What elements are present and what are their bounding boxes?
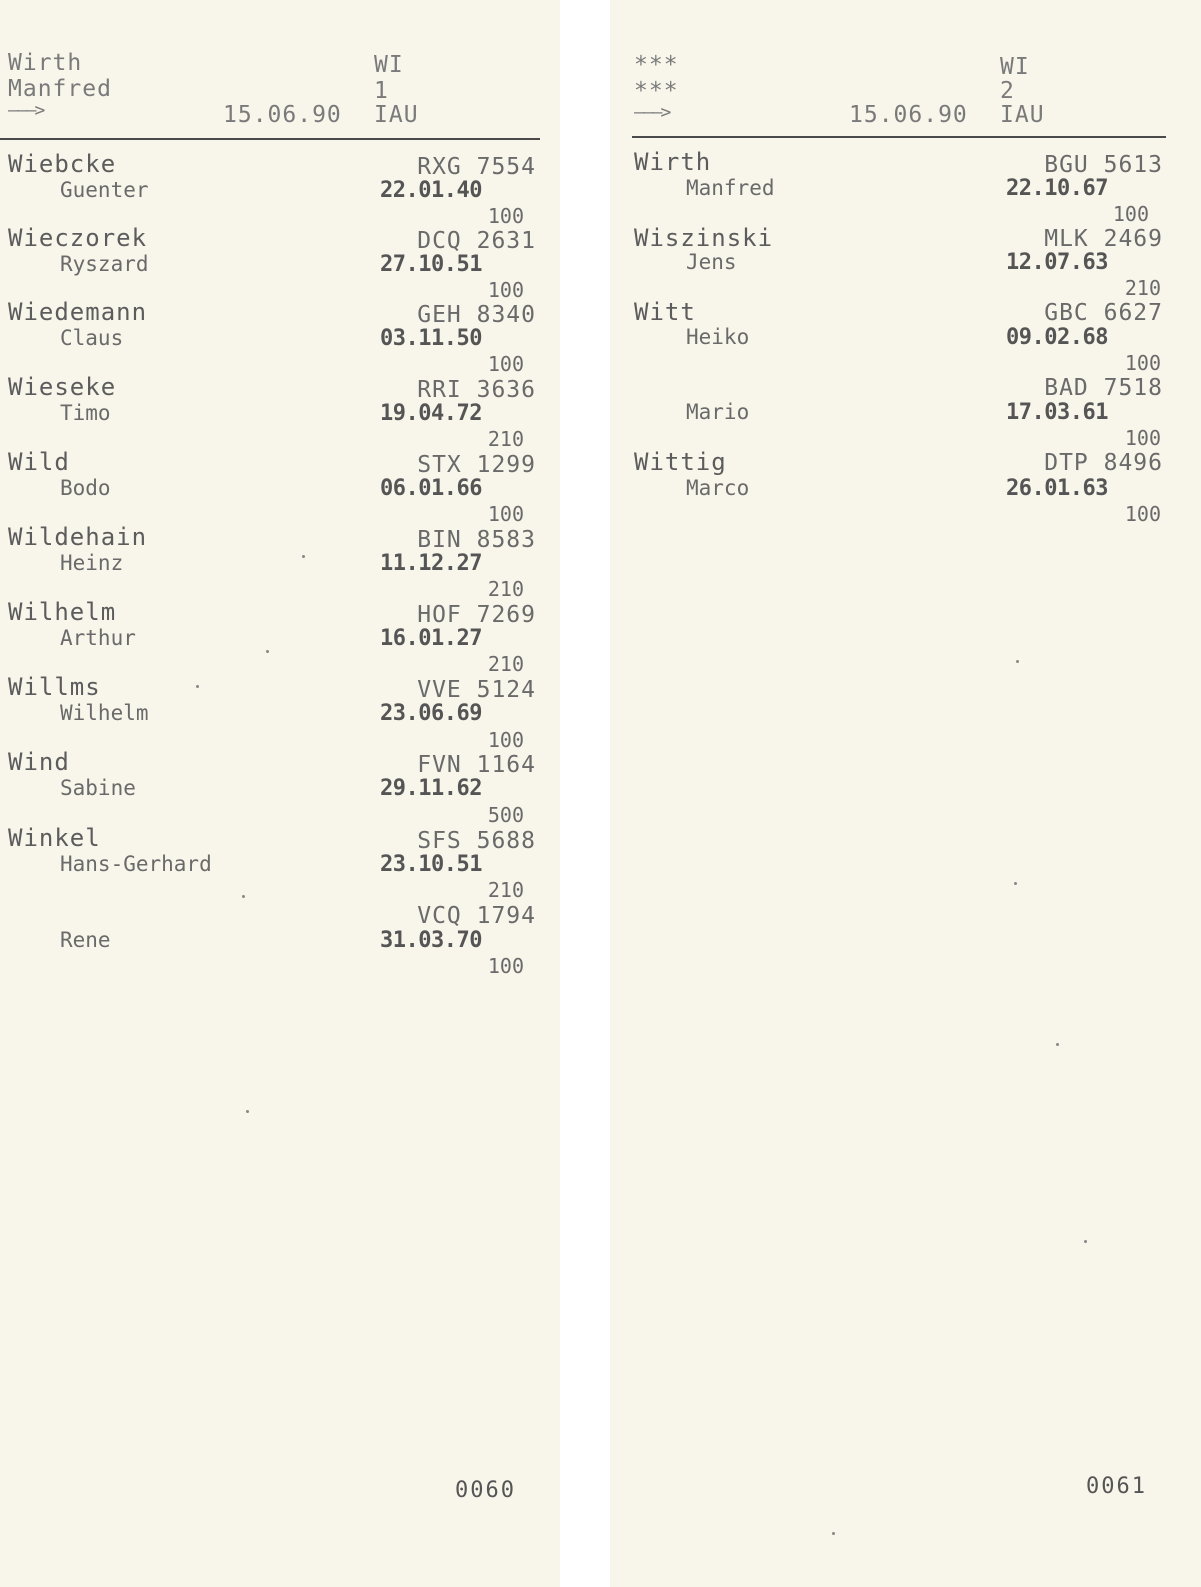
- entry-code: HOF 7269: [417, 602, 536, 628]
- entry-first-name: Mario: [686, 400, 750, 424]
- entry-surname: Witt: [634, 298, 696, 326]
- entry-code: BIN 8583: [417, 527, 536, 553]
- entry-number: 100: [487, 352, 524, 376]
- entry-number: 100: [487, 278, 524, 302]
- entry-number: 100: [487, 204, 524, 228]
- entry-birth-date: 22.10.67: [1006, 176, 1108, 201]
- entry-first-name: Heinz: [60, 551, 124, 575]
- entry-surname: Wieseke: [8, 373, 117, 401]
- entry-surname: Wittig: [634, 448, 727, 476]
- entry-birth-date: 23.10.51: [380, 852, 482, 877]
- header-date: 15.06.90: [849, 102, 968, 128]
- header-code-2: 1: [374, 78, 389, 104]
- entry-number: 100: [1112, 202, 1149, 226]
- paper-speck: [1014, 882, 1017, 885]
- entry-code: FVN 1164: [417, 752, 536, 778]
- header-first-name: ***: [634, 78, 679, 104]
- entry-surname: Wieczorek: [8, 224, 148, 252]
- entry-surname: Wiebcke: [8, 150, 117, 178]
- entry-birth-date: 03.11.50: [380, 326, 482, 351]
- entry-surname: Winkel: [8, 824, 101, 852]
- paper-speck: [1056, 1043, 1059, 1046]
- entry-birth-date: 16.01.27: [380, 626, 482, 651]
- header-code-2: 2: [1000, 78, 1015, 104]
- entry-code: SFS 5688: [417, 828, 536, 854]
- page-number: 0060: [455, 1478, 516, 1503]
- header-code-1: WI: [1000, 54, 1030, 80]
- header-rule: [0, 138, 540, 140]
- entry-code: VVE 5124: [417, 677, 536, 703]
- entry-first-name: Marco: [686, 476, 750, 500]
- entry-birth-date: 19.04.72: [380, 401, 482, 426]
- entry-first-name: Claus: [60, 326, 124, 350]
- entry-birth-date: 11.12.27: [380, 551, 482, 576]
- paper-speck: [242, 895, 245, 898]
- entry-first-name: Ryszard: [60, 252, 149, 276]
- header-code-1: WI: [374, 52, 404, 78]
- entry-first-name: Hans-Gerhard: [60, 852, 212, 876]
- entry-code: RXG 7554: [417, 154, 536, 180]
- header-surname: Wirth: [8, 50, 83, 76]
- entry-first-name: Arthur: [60, 626, 136, 650]
- entry-surname: Wiedemann: [8, 298, 148, 326]
- entry-number: 210: [487, 878, 524, 902]
- entry-birth-date: 17.03.61: [1006, 400, 1108, 425]
- entry-birth-date: 22.01.40: [380, 178, 482, 203]
- entry-birth-date: 31.03.70: [380, 928, 482, 953]
- entry-surname: Wild: [8, 448, 70, 476]
- header-date: 15.06.90: [223, 102, 342, 128]
- header-code-3: IAU: [374, 102, 419, 128]
- entry-number: 100: [1124, 351, 1161, 375]
- entry-birth-date: 06.01.66: [380, 476, 482, 501]
- entry-code: GEH 8340: [417, 302, 536, 328]
- entry-surname: Wirth: [634, 148, 712, 176]
- entry-surname: Wildehain: [8, 523, 148, 551]
- entry-number: 210: [1124, 276, 1161, 300]
- card-left: [0, 0, 560, 1587]
- entry-first-name: Sabine: [60, 776, 136, 800]
- header-code-3: IAU: [1000, 102, 1045, 128]
- entry-number: 100: [487, 954, 524, 978]
- paper-speck: [1016, 660, 1019, 663]
- entry-code: GBC 6627: [1044, 300, 1163, 326]
- entry-code: BAD 7518: [1044, 375, 1163, 401]
- entry-code: DTP 8496: [1044, 450, 1163, 476]
- header-surname: ***: [634, 52, 679, 78]
- entry-birth-date: 12.07.63: [1006, 250, 1108, 275]
- entry-surname: Willms: [8, 673, 101, 701]
- paper-speck: [302, 555, 305, 558]
- entry-code: MLK 2469: [1044, 226, 1163, 252]
- paper-speck: [246, 1110, 249, 1113]
- entry-first-name: Timo: [60, 401, 111, 425]
- entry-number: 100: [487, 728, 524, 752]
- entry-first-name: Guenter: [60, 178, 149, 202]
- entry-first-name: Heiko: [686, 325, 750, 349]
- entry-first-name: Manfred: [686, 176, 775, 200]
- entry-first-name: Wilhelm: [60, 701, 149, 725]
- entry-code: STX 1299: [417, 452, 536, 478]
- entry-surname: Wilhelm: [8, 598, 117, 626]
- entry-number: 500: [487, 803, 524, 827]
- card-right: [610, 0, 1201, 1587]
- arrow-mark: ———>: [634, 102, 670, 123]
- entry-first-name: Rene: [60, 928, 111, 952]
- page-number: 0061: [1086, 1474, 1147, 1499]
- entry-first-name: Bodo: [60, 476, 111, 500]
- entry-surname: Wiszinski: [634, 224, 774, 252]
- paper-speck: [1084, 1240, 1087, 1243]
- entry-code: RRI 3636: [417, 377, 536, 403]
- entry-birth-date: 27.10.51: [380, 252, 482, 277]
- entry-birth-date: 09.02.68: [1006, 325, 1108, 350]
- entry-birth-date: 23.06.69: [380, 701, 482, 726]
- arrow-mark: ———>: [8, 100, 44, 121]
- header-first-name: Manfred: [8, 76, 112, 102]
- entry-surname: Wind: [8, 748, 70, 776]
- paper-speck: [196, 685, 199, 688]
- entry-number: 100: [487, 502, 524, 526]
- entry-number: 210: [487, 427, 524, 451]
- entry-code: VCQ 1794: [417, 903, 536, 929]
- entry-number: 100: [1124, 426, 1161, 450]
- entry-number: 210: [487, 652, 524, 676]
- paper-speck: [266, 650, 269, 653]
- entry-first-name: Jens: [686, 250, 737, 274]
- entry-number: 100: [1124, 502, 1161, 526]
- header-rule: [632, 136, 1166, 138]
- paper-speck: [832, 1532, 835, 1535]
- entry-birth-date: 26.01.63: [1006, 476, 1108, 501]
- entry-number: 210: [487, 577, 524, 601]
- entry-code: DCQ 2631: [417, 228, 536, 254]
- entry-birth-date: 29.11.62: [380, 776, 482, 801]
- entry-code: BGU 5613: [1044, 152, 1163, 178]
